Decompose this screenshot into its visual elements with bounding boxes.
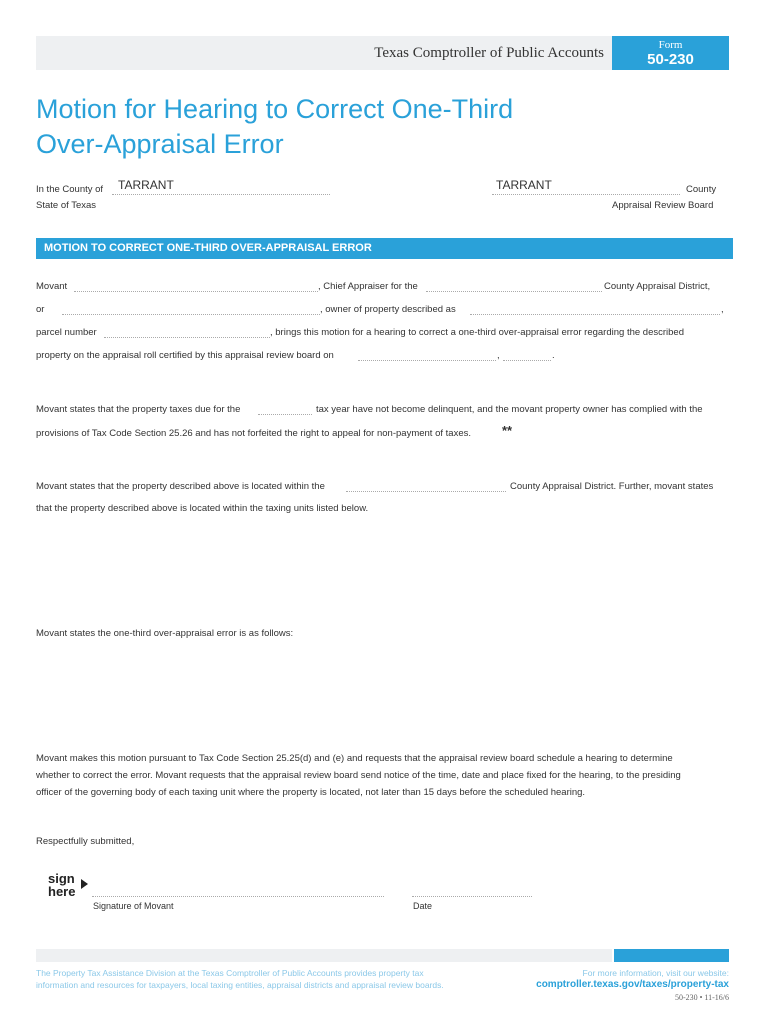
in-county-label: In the County of <box>36 184 104 195</box>
property-description-field[interactable] <box>470 304 720 315</box>
located-text-b: County Appraisal District. Further, movant states <box>510 481 714 492</box>
signature-field[interactable] <box>92 885 384 897</box>
or-text: or <box>36 304 45 315</box>
footer-left-line-1: The Property Tax Assistance Division at the Texas Comptroller of Public Accounts provides property tax <box>36 968 424 978</box>
chief-appraiser-text: , Chief Appraiser for the <box>318 281 418 292</box>
footer-description <box>36 967 506 991</box>
property-roll-text: property on the appraisal roll certified by this appraisal review board on <box>36 350 334 361</box>
located-text-c: that the property described above is located within the taxing units listed below. <box>36 503 369 514</box>
brings-text: , brings this motion for a hearing to correct a one-third over-appraisal error regarding the described <box>270 327 684 338</box>
footer-website <box>490 967 729 991</box>
cad-text: County Appraisal District, <box>604 281 711 292</box>
sign-text: sign <box>48 871 75 886</box>
roll-year-field[interactable] <box>503 350 551 361</box>
comma-text: , <box>721 304 724 315</box>
movant-label: Movant <box>36 281 68 292</box>
state-label: State of Texas <box>36 200 97 211</box>
cad-name-field[interactable] <box>426 281 602 292</box>
sign-here-icon <box>48 872 75 898</box>
footer-right-line-1: For more information, visit our website: <box>582 968 729 978</box>
taxes-text-c: provisions of Tax Code Section 25.26 and has not forfeited the right to appeal for non-payment of taxes. <box>36 428 471 439</box>
county-label: County <box>686 184 717 195</box>
title-line-1: Motion for Hearing to Correct One-Third <box>36 94 514 124</box>
date-field[interactable] <box>412 885 532 897</box>
board-label: Appraisal Review Board <box>612 200 714 211</box>
pursuant-line-3: officer of the governing body of each taxing unit where the property is located, not later than 15 days before the scheduled hearing. <box>36 787 586 798</box>
form-revision-code: 50-230 • 11-16/6 <box>674 993 729 1002</box>
pursuant-line-1: Movant makes this motion pursuant to Tax Code Section 25.25(d) and (e) and requests that the appraisal review board schedule a hearing to determine <box>36 753 673 764</box>
title-line-2: Over-Appraisal Error <box>36 129 284 159</box>
tax-year-field[interactable] <box>258 404 312 415</box>
form-label: Form <box>658 39 683 51</box>
date-label: Date <box>413 901 433 911</box>
roll-period: . <box>552 350 555 361</box>
agency-name: Texas Comptroller of Public Accounts <box>374 45 604 61</box>
roll-comma: , <box>497 350 500 361</box>
taxes-text-b: tax year have not become delinquent, and the movant property owner has complied with the <box>316 404 703 415</box>
here-text: here <box>48 884 76 899</box>
movant-field[interactable] <box>74 281 318 292</box>
board-county-value: TARRANT <box>496 178 552 192</box>
taxes-text-a: Movant states that the property taxes due for the <box>36 404 241 415</box>
pursuant-line-2: whether to correct the error. Movant requests that the appraisal review board send notice of the time, date and place fixed for the hearing, to the presiding <box>36 770 681 781</box>
page-title <box>36 92 596 162</box>
footer-accent-bar <box>614 949 729 962</box>
located-text-a: Movant states that the property described above is located within the <box>36 481 325 492</box>
owner-field[interactable] <box>62 304 320 315</box>
located-cad-field[interactable] <box>346 481 506 492</box>
parcel-label: parcel number <box>36 327 97 338</box>
parcel-number-field[interactable] <box>104 327 270 338</box>
county-value: TARRANT <box>118 178 174 192</box>
section-title: MOTION TO CORRECT ONE-THIRD OVER-APPRAISAL ERROR <box>44 242 372 254</box>
board-county-field[interactable] <box>492 180 680 195</box>
owner-text: , owner of property described as <box>320 304 456 315</box>
respectfully-text: Respectfully submitted, <box>36 836 135 847</box>
footer-left-line-2: information and resources for taxpayers, local taxing entities, appraisal districts and appraisal review boards. <box>36 980 444 990</box>
roll-date-field[interactable] <box>358 350 496 361</box>
error-follows-text: Movant states the one-third over-appraisal error is as follows: <box>36 628 294 639</box>
arrow-right-icon <box>81 879 88 889</box>
footer-bar <box>36 949 612 962</box>
form-number: 50-230 <box>647 51 694 68</box>
website-link[interactable]: comptroller.texas.gov/taxes/property-tax <box>536 979 729 990</box>
footnote-asterisks: ** <box>502 423 513 438</box>
signature-label: Signature of Movant <box>93 901 174 911</box>
form-number-box <box>612 36 729 70</box>
county-field[interactable] <box>112 180 330 195</box>
